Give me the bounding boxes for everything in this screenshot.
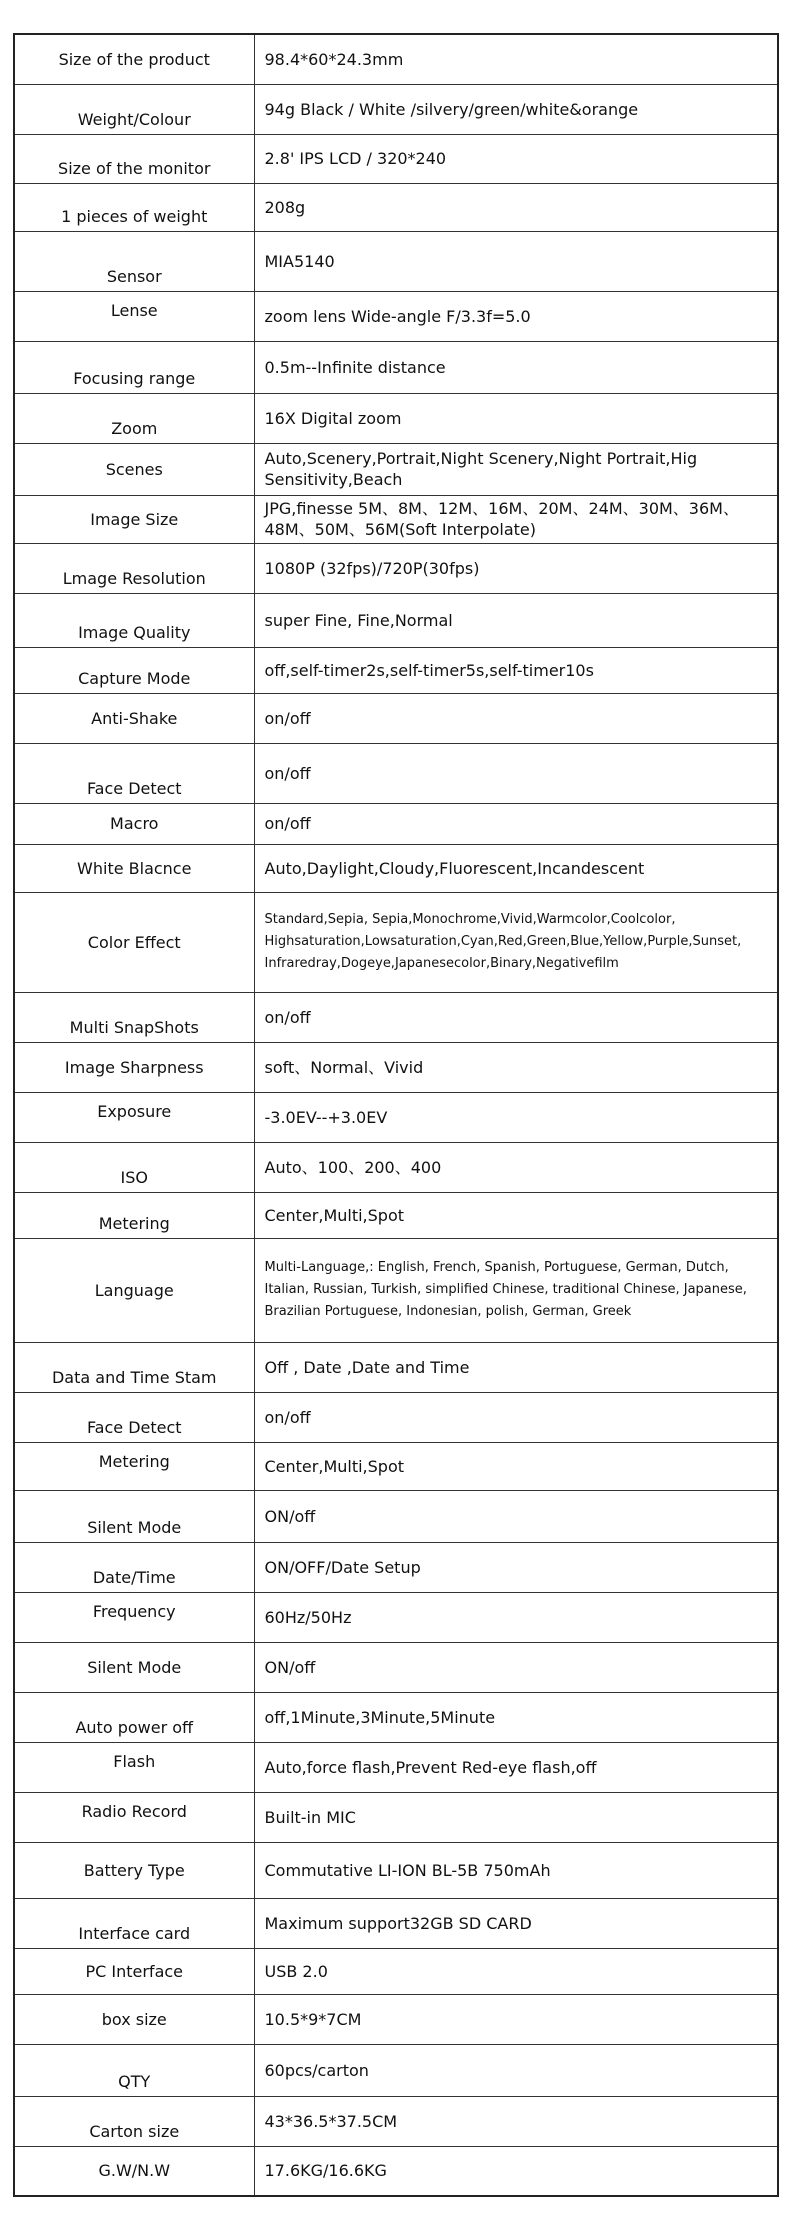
spec-table: [13, 33, 779, 2197]
spec-value: Center,Multi,Spot: [254, 1442, 778, 1490]
table-row: [14, 393, 778, 443]
spec-value: 43*36.5*37.5CM: [254, 2096, 778, 2146]
spec-label: 1 pieces of weight: [14, 183, 254, 231]
spec-label: ISO: [14, 1142, 254, 1192]
spec-value: Auto,force flash,Prevent Red-eye flash,off: [254, 1742, 778, 1792]
spec-label: Image Sharpness: [14, 1042, 254, 1092]
spec-value: off,self-timer2s,self-timer5s,self-timer10s: [254, 647, 778, 693]
spec-label: Zoom: [14, 393, 254, 443]
spec-value: 0.5m--Infinite distance: [254, 341, 778, 393]
spec-value: Multi-Language,: English, French, Spanish, Portuguese, German, Dutch, Italian, Russian, Turkish, simplified Chinese, traditional Chinese, Japanese, Brazilian Portuguese, Indonesian, polish, German, Greek: [254, 1238, 778, 1342]
spec-label: Scenes: [14, 443, 254, 495]
spec-label: Face Detect: [14, 743, 254, 803]
spec-label: Interface card: [14, 1898, 254, 1948]
table-row: [14, 803, 778, 844]
spec-label: QTY: [14, 2044, 254, 2096]
spec-label: Metering: [14, 1192, 254, 1238]
spec-label: Battery Type: [14, 1842, 254, 1898]
table-row: [14, 892, 778, 992]
spec-label: White Blacnce: [14, 844, 254, 892]
spec-value: Standard,Sepia, Sepia,Monochrome,Vivid,Warmcolor,Coolcolor, Highsaturation,Lowsaturation,Cyan,Red,Green,Blue,Yellow,Purple,Sunset, Infraredray,Dogeye,Japanesecolor,Binary,Negativefilm: [254, 892, 778, 992]
spec-label: Size of the monitor: [14, 134, 254, 183]
spec-value: Off , Date ,Date and Time: [254, 1342, 778, 1392]
table-row: [14, 992, 778, 1042]
spec-label: Weight/Colour: [14, 84, 254, 134]
spec-label: Date/Time: [14, 1542, 254, 1592]
spec-label: Flash: [14, 1742, 254, 1792]
spec-value: 60pcs/carton: [254, 2044, 778, 2096]
table-row: [14, 1342, 778, 1392]
table-row: [14, 2146, 778, 2196]
spec-value: MIA5140: [254, 231, 778, 291]
spec-value: Maximum support32GB SD CARD: [254, 1898, 778, 1948]
spec-label: Face Detect: [14, 1392, 254, 1442]
spec-label: Radio Record: [14, 1792, 254, 1842]
table-row: [14, 443, 778, 495]
table-row: [14, 183, 778, 231]
spec-value: 98.4*60*24.3mm: [254, 34, 778, 84]
spec-value: off,1Minute,3Minute,5Minute: [254, 1692, 778, 1742]
spec-value: Auto,Scenery,Portrait,Night Scenery,Night Portrait,Hig Sensitivity,Beach: [254, 443, 778, 495]
table-row: [14, 1542, 778, 1592]
table-row: [14, 1898, 778, 1948]
spec-label: Size of the product: [14, 34, 254, 84]
spec-label: Language: [14, 1238, 254, 1342]
table-row: [14, 1792, 778, 1842]
spec-label: Macro: [14, 803, 254, 844]
table-row: [14, 543, 778, 593]
spec-value: ON/off: [254, 1490, 778, 1542]
table-row: [14, 1442, 778, 1490]
spec-label: Capture Mode: [14, 647, 254, 693]
table-row: [14, 231, 778, 291]
table-row: [14, 1842, 778, 1898]
spec-value: ON/OFF/Date Setup: [254, 1542, 778, 1592]
table-row: [14, 34, 778, 84]
spec-label: Exposure: [14, 1092, 254, 1142]
spec-value: on/off: [254, 803, 778, 844]
spec-value: Commutative LI-ION BL-5B 750mAh: [254, 1842, 778, 1898]
table-row: [14, 693, 778, 743]
table-row: [14, 1142, 778, 1192]
spec-value: JPG,finesse 5M、8M、12M、16M、20M、24M、30M、36M、48M、50M、56M(Soft Interpolate): [254, 495, 778, 543]
spec-value: Auto、100、200、400: [254, 1142, 778, 1192]
spec-label: Auto power off: [14, 1692, 254, 1742]
table-row: [14, 291, 778, 341]
spec-label: Image Size: [14, 495, 254, 543]
spec-value: 208g: [254, 183, 778, 231]
spec-label: Anti-Shake: [14, 693, 254, 743]
spec-value: 60Hz/50Hz: [254, 1592, 778, 1642]
spec-value: 1080P (32fps)/720P(30fps): [254, 543, 778, 593]
spec-value: ON/off: [254, 1642, 778, 1692]
table-row: [14, 341, 778, 393]
spec-label: Frequency: [14, 1592, 254, 1642]
table-row: [14, 1692, 778, 1742]
spec-value: zoom lens Wide-angle F/3.3f=5.0: [254, 291, 778, 341]
table-row: [14, 2044, 778, 2096]
spec-value: soft、Normal、Vivid: [254, 1042, 778, 1092]
spec-label: Sensor: [14, 231, 254, 291]
table-row: [14, 495, 778, 543]
table-row: [14, 1092, 778, 1142]
spec-label: Silent Mode: [14, 1642, 254, 1692]
table-row: [14, 84, 778, 134]
spec-value: on/off: [254, 992, 778, 1042]
table-row: [14, 743, 778, 803]
table-row: [14, 1642, 778, 1692]
table-row: [14, 1192, 778, 1238]
table-row: [14, 134, 778, 183]
spec-value: on/off: [254, 693, 778, 743]
spec-label: box size: [14, 1994, 254, 2044]
spec-value: Built-in MIC: [254, 1792, 778, 1842]
spec-value: 10.5*9*7CM: [254, 1994, 778, 2044]
table-row: [14, 2096, 778, 2146]
table-row: [14, 1392, 778, 1442]
spec-value: USB 2.0: [254, 1948, 778, 1994]
spec-label: Carton size: [14, 2096, 254, 2146]
spec-label: Focusing range: [14, 341, 254, 393]
spec-value: on/off: [254, 743, 778, 803]
table-row: [14, 1742, 778, 1792]
spec-value: 94g Black / White /silvery/green/white&orange: [254, 84, 778, 134]
spec-value: 17.6KG/16.6KG: [254, 2146, 778, 2196]
spec-value: on/off: [254, 1392, 778, 1442]
spec-label: Lense: [14, 291, 254, 341]
table-row: [14, 1994, 778, 2044]
spec-label: Image Quality: [14, 593, 254, 647]
spec-label: Silent Mode: [14, 1490, 254, 1542]
spec-label: Lmage Resolution: [14, 543, 254, 593]
table-row: [14, 1490, 778, 1542]
spec-value: 2.8' IPS LCD / 320*240: [254, 134, 778, 183]
spec-label: Color Effect: [14, 892, 254, 992]
spec-value: super Fine, Fine,Normal: [254, 593, 778, 647]
table-row: [14, 593, 778, 647]
table-row: [14, 647, 778, 693]
spec-label: Metering: [14, 1442, 254, 1490]
table-row: [14, 1042, 778, 1092]
spec-label: G.W/N.W: [14, 2146, 254, 2196]
table-row: [14, 1592, 778, 1642]
spec-value: Center,Multi,Spot: [254, 1192, 778, 1238]
spec-value: Auto,Daylight,Cloudy,Fluorescent,Incandescent: [254, 844, 778, 892]
spec-label: Multi SnapShots: [14, 992, 254, 1042]
spec-value: -3.0EV--+3.0EV: [254, 1092, 778, 1142]
spec-value: 16X Digital zoom: [254, 393, 778, 443]
table-row: [14, 844, 778, 892]
table-row: [14, 1238, 778, 1342]
table-row: [14, 1948, 778, 1994]
spec-label: Data and Time Stam: [14, 1342, 254, 1392]
spec-label: PC Interface: [14, 1948, 254, 1994]
